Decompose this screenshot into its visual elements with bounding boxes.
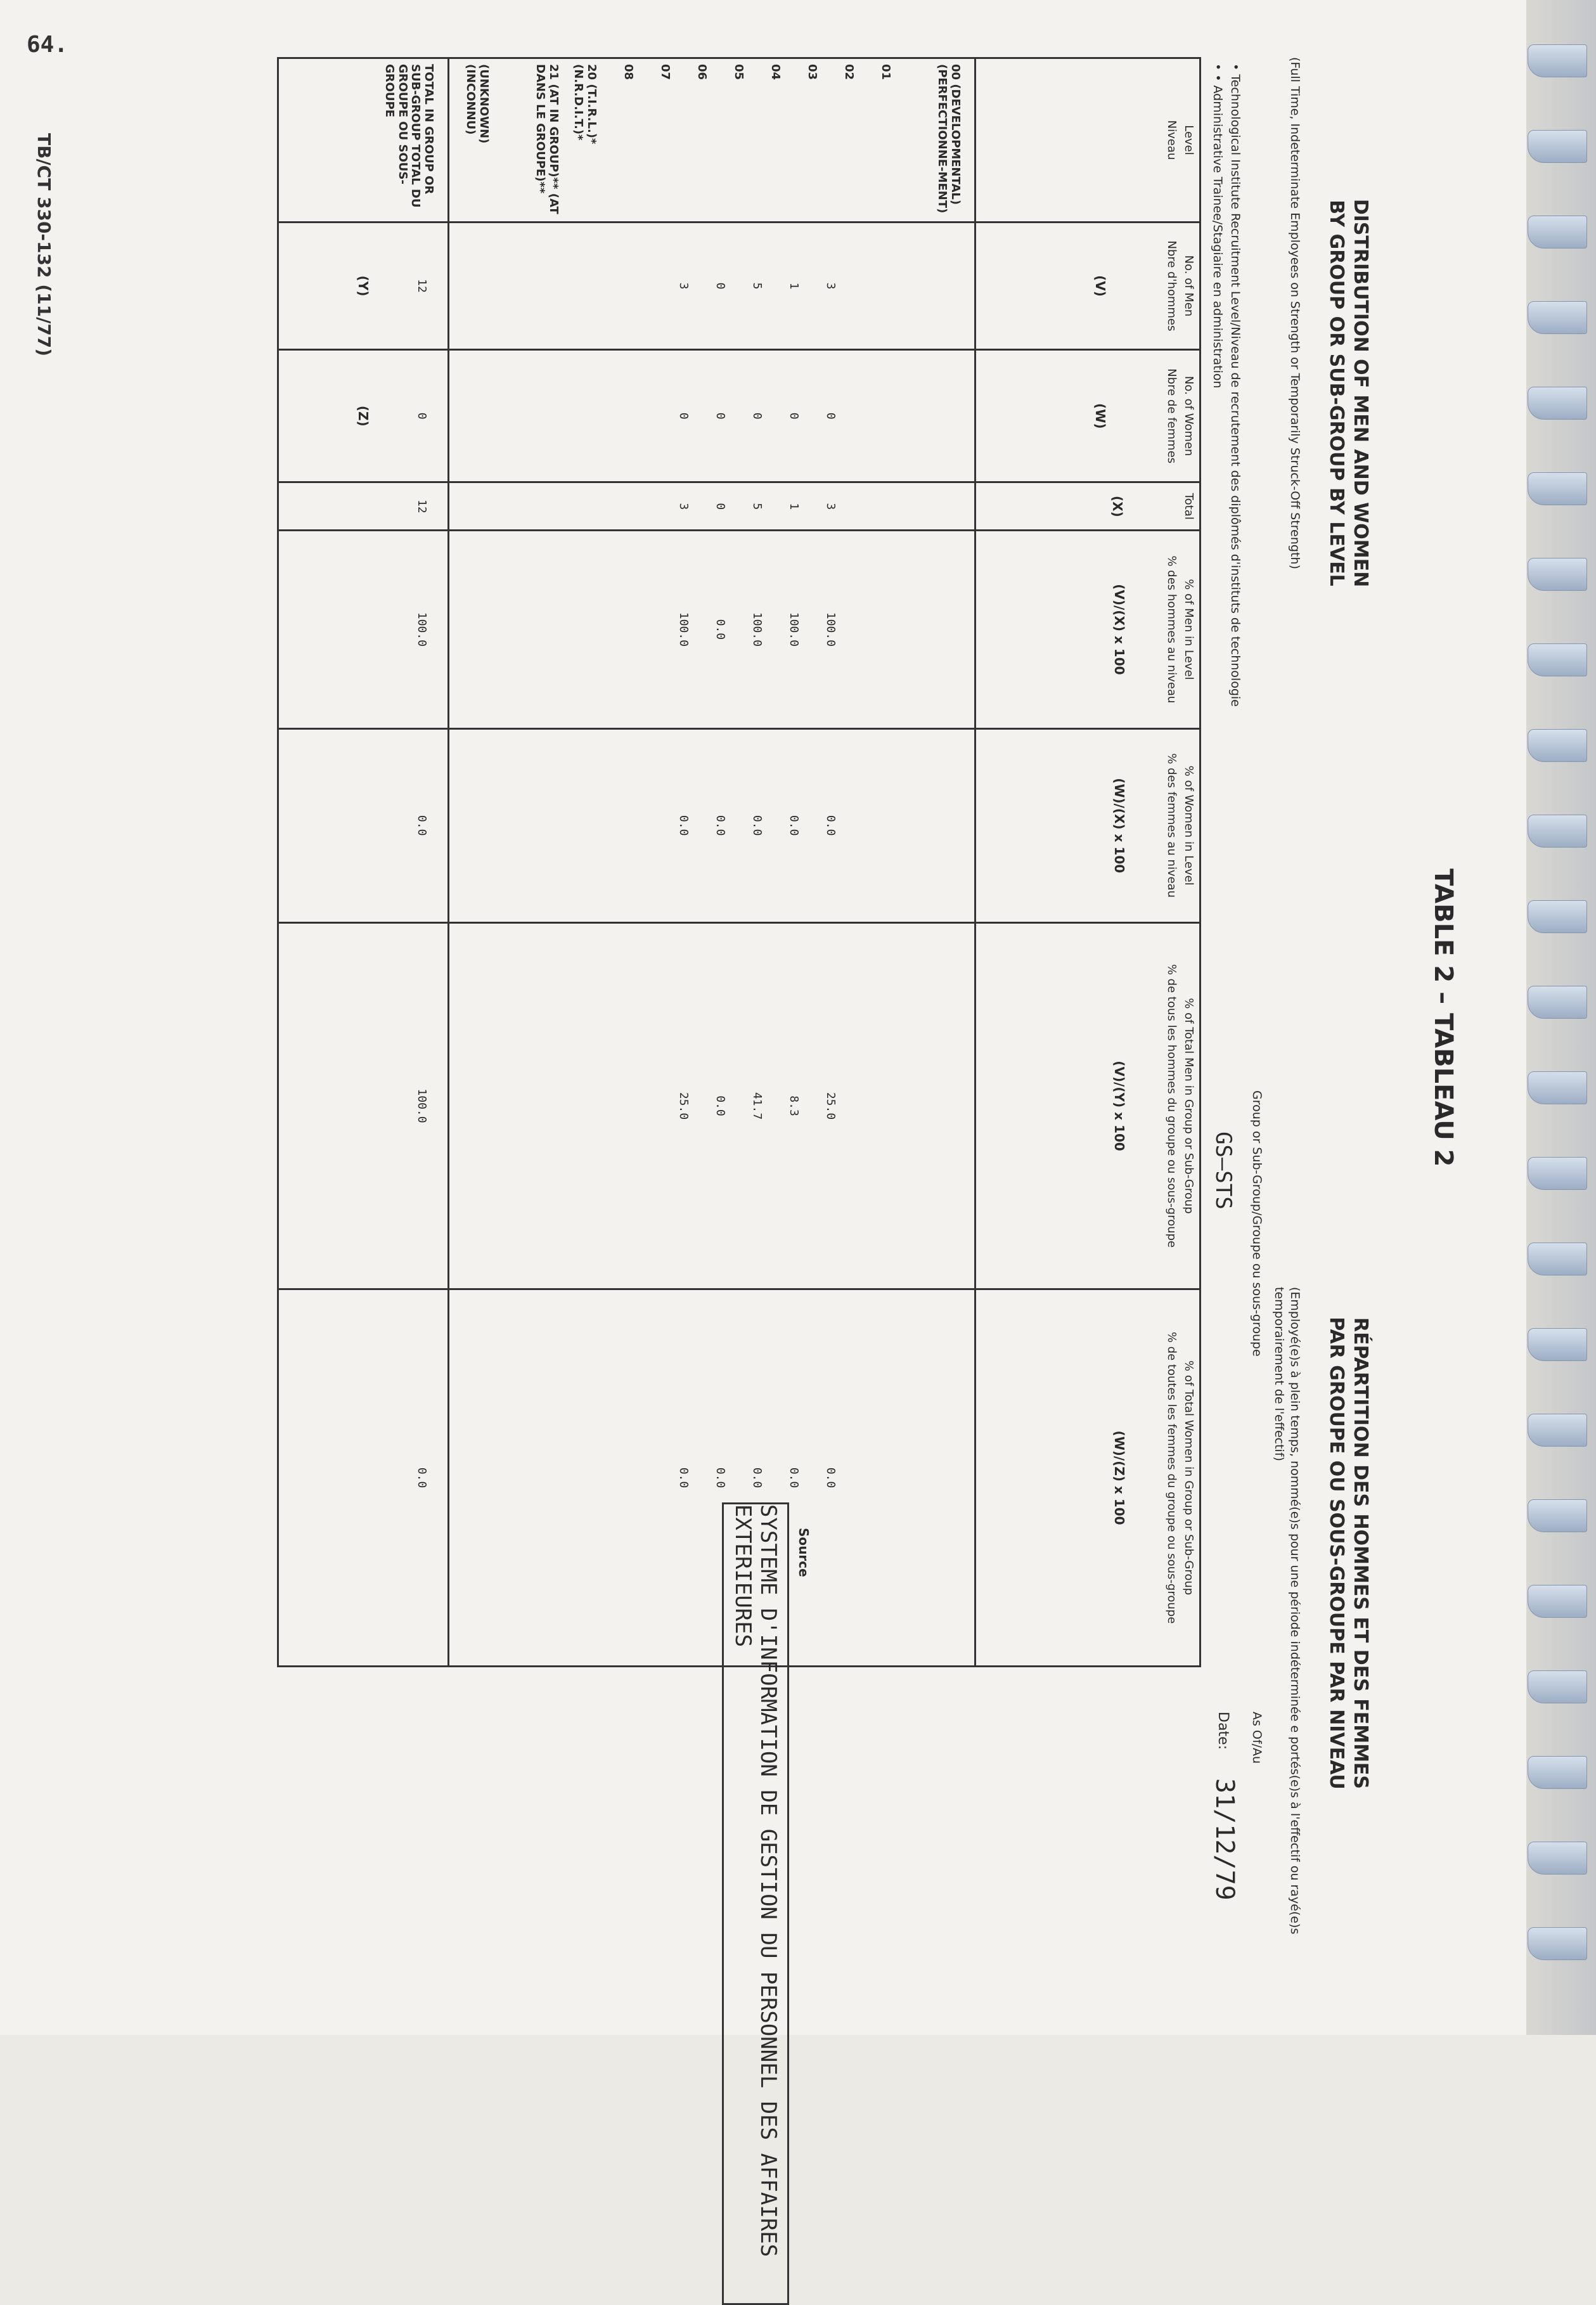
men-value: 1	[787, 282, 801, 290]
heading-en-line1: DISTRIBUTION OF MEN AND WOMEN	[1349, 198, 1372, 588]
binding-coil	[1528, 130, 1587, 163]
pct-total-men-value: 41.7	[750, 1092, 764, 1120]
binding-coil	[1528, 1328, 1587, 1361]
group-value: GS–STS	[1211, 1132, 1236, 1210]
heading-fr-line1: RÉPARTITION DES HOMMES ET DES FEMMES	[1349, 1317, 1372, 1790]
pct-total-men-value: 8.3	[787, 1095, 801, 1116]
heading-en-line2: BY GROUP OR SUB-GROUP BY LEVEL	[1325, 200, 1348, 586]
header-women-en: No. of Women	[1182, 376, 1195, 456]
binding-coil	[1528, 1157, 1587, 1190]
binding-coil	[1528, 387, 1587, 420]
header-pct-men-level-formula: (V)/(X) x 100	[1112, 584, 1127, 675]
total-men-sym: (Y)	[356, 275, 371, 297]
men-value: 0	[714, 282, 727, 290]
level-label: 05	[732, 64, 745, 81]
header-pct-total-women-formula: (W)/(Z) x 100	[1112, 1430, 1127, 1525]
header-women-sym: (W)	[1093, 403, 1108, 429]
group-label: Group or Sub-Group/Groupe ou sous-groupe	[1250, 1090, 1264, 1357]
page-number: 64.	[27, 32, 68, 58]
binding-coil	[1528, 986, 1587, 1019]
pct-women-value: 0.0	[750, 815, 764, 836]
pct-women-value: 0.0	[714, 815, 727, 836]
pct-men-value: 100.0	[750, 612, 764, 647]
pct-men-value: 100.0	[787, 612, 801, 647]
binding-coil	[1528, 1927, 1587, 1960]
footnote-tirl: • Technological Institute Recruitment Level/Niveau de recrutement des diplômés d'instituts de technologie	[1228, 63, 1242, 707]
binding-coil	[1528, 1414, 1587, 1447]
binding-coil	[1528, 643, 1587, 676]
pct-women-values	[449, 728, 975, 922]
total-total: 12	[278, 482, 449, 531]
pct-total-women-value: 0.0	[824, 1467, 837, 1488]
source-box: SYSTEME D'INFORMATION DE GESTION DU PERSONNEL DES AFFAIRES EXTERIEURES	[722, 1502, 789, 2305]
level-label: 00 (DEVELOPMENTAL) (PERFECTIONNE-MENT)	[936, 64, 962, 214]
header-level-en: Level	[1182, 125, 1195, 155]
binding-coil	[1528, 1071, 1587, 1104]
total-men-value: 12	[415, 279, 428, 293]
date-value: 31/12/79	[1210, 1778, 1239, 1901]
women-value: 0	[714, 412, 727, 420]
header-total	[975, 482, 1200, 531]
as-of-label: As Of/Au	[1250, 1712, 1264, 1764]
level-label: 20 (T.I.R.L.)* (N.R.D.I.T.)*	[572, 64, 598, 145]
women-value: 0	[824, 412, 837, 420]
header-pct-women-level-fr: % des femmes au niveau	[1165, 753, 1178, 898]
binding-coil	[1528, 472, 1587, 505]
level-label: 07	[659, 64, 672, 81]
men-value: 5	[750, 282, 764, 290]
footnote-at: • • Administrative Trainee/Stagiaire en administration	[1211, 63, 1225, 389]
header-men-en: No. of Men	[1182, 255, 1195, 317]
women-values	[449, 349, 975, 482]
women-value: 0	[677, 412, 690, 420]
pct-total-women-value: 0.0	[750, 1467, 764, 1488]
pct-men-value: 100.0	[824, 612, 837, 647]
header-pct-men-level-en: % of Men in Level	[1182, 579, 1195, 680]
level-label: 02	[842, 64, 856, 81]
binding-coil	[1528, 1499, 1587, 1532]
pct-men-value: 100.0	[677, 612, 690, 647]
total-women	[278, 349, 449, 482]
binding-coil	[1528, 729, 1587, 762]
header-total-en: Total	[1182, 493, 1195, 520]
total-pct-total-men: 100.0	[278, 922, 449, 1289]
total-values	[449, 482, 975, 531]
pct-women-value: 0.0	[824, 815, 837, 836]
header-men-fr: Nbre d'hommes	[1165, 240, 1178, 332]
pct-total-men-value: 25.0	[824, 1092, 837, 1120]
level-label: 01	[879, 64, 892, 81]
rotated-form	[63, 44, 1534, 2257]
header-pct-women-level-en: % of Women in Level	[1182, 765, 1195, 886]
pct-women-value: 0.0	[677, 815, 690, 836]
total-pct-men: 100.0	[278, 531, 449, 728]
binding-coil	[1528, 1842, 1587, 1875]
binding-coil	[1528, 1585, 1587, 1618]
pct-total-men-value: 25.0	[677, 1092, 690, 1120]
binding-coil	[1528, 1756, 1587, 1789]
binding-coil	[1528, 301, 1587, 334]
binding-coil	[1528, 558, 1587, 591]
header-level	[975, 58, 1200, 223]
binding-coil	[1528, 216, 1587, 249]
header-pct-men-level	[975, 531, 1200, 728]
total-label: TOTAL IN GROUP OR SUB-GROUP TOTAL DU GROUPE OU SOUS-GROUPE	[278, 58, 449, 223]
binding-coil	[1528, 1243, 1587, 1275]
header-total-sym: (X)	[1110, 495, 1125, 517]
header-women	[975, 349, 1200, 482]
pct-men-values	[449, 531, 975, 728]
level-label: 04	[769, 64, 782, 81]
pct-women-value: 0.0	[787, 815, 801, 836]
table-title: TABLE 2 – TABLEAU 2	[1429, 868, 1458, 1167]
header-pct-total-men-formula: (V)/(Y) x 100	[1112, 1061, 1127, 1151]
note-french: (Employé(e)s à plein temps, nommé(e)s pour une période indéterminée e portés(e)s à l'effectif ou rayé(e)s temporairement de l'effectif)	[1272, 1287, 1302, 1935]
total-women-value: 0	[415, 412, 428, 420]
form-code: TB/CT 330-132 (11/77)	[34, 133, 55, 357]
men-value: 3	[824, 282, 837, 290]
pct-men-value: 0.0	[714, 619, 727, 640]
header-pct-total-women-en: % of Total Women in Group or Sub-Group	[1182, 1360, 1195, 1596]
total-men	[278, 223, 449, 350]
level-label: 08	[622, 64, 635, 81]
men-value: 3	[677, 282, 690, 290]
distribution-table	[277, 57, 1201, 1667]
pct-total-men-values	[449, 922, 975, 1289]
header-pct-men-level-fr: % des hommes au niveau	[1165, 555, 1178, 704]
header-row	[975, 58, 1200, 1667]
header-women-fr: Nbre de femmes	[1165, 368, 1178, 464]
binding-coil	[1528, 1670, 1587, 1703]
level-list	[449, 58, 975, 223]
pct-total-women-value: 0.0	[677, 1467, 690, 1488]
heading-fr-line2: PAR GROUPE OU SOUS-GROUPE PAR NIVEAU	[1325, 1317, 1348, 1790]
header-pct-total-men-fr: % de tous les hommes du groupe ou sous-groupe	[1165, 964, 1178, 1248]
binding-coil	[1528, 44, 1587, 77]
header-men-sym: (V)	[1093, 275, 1108, 297]
pct-total-men-value: 0.0	[714, 1095, 727, 1116]
header-pct-women-level	[975, 728, 1200, 922]
level-label: 03	[806, 64, 819, 81]
total-value: 0	[714, 503, 727, 510]
total-value: 3	[824, 503, 837, 510]
header-men	[975, 223, 1200, 350]
binding-coil	[1528, 900, 1587, 933]
total-women-sym: (Z)	[356, 405, 371, 427]
pct-total-women-value: 0.0	[787, 1467, 801, 1488]
heading-french	[1325, 1268, 1372, 1838]
header-pct-total-men-en: % of Total Men in Group or Sub-Group	[1182, 998, 1195, 1214]
level-label: (UNKNOWN) (INCONNU)	[464, 64, 491, 144]
header-pct-total-women	[975, 1289, 1200, 1667]
total-pct-women: 0.0	[278, 728, 449, 922]
note-english: (Full Time, Indeterminate Employees on Strength or Temporarily Struck-Off Strength)	[1288, 57, 1302, 569]
pct-total-women-value: 0.0	[714, 1467, 727, 1488]
men-values	[449, 223, 975, 350]
total-row	[278, 58, 449, 1667]
source-label: Source	[796, 1528, 811, 1577]
header-level-fr: Niveau	[1165, 120, 1178, 160]
data-row	[449, 58, 975, 1667]
total-value: 5	[750, 503, 764, 510]
level-label: 21 (AT IN GROUP)** (AT DANS LE GROUPE)**	[534, 64, 560, 214]
date-label: Date:	[1215, 1712, 1231, 1750]
header-pct-total-women-fr: % de toutes les femmes du groupe ou sous-groupe	[1165, 1331, 1178, 1624]
spiral-binding	[1526, 0, 1596, 2035]
header-pct-total-men	[975, 922, 1200, 1289]
total-pct-total-women: 0.0	[278, 1289, 449, 1667]
header-pct-women-level-formula: (W)/(X) x 100	[1112, 778, 1127, 874]
level-label: 06	[695, 64, 709, 81]
heading-english	[1325, 133, 1372, 653]
total-value: 1	[787, 503, 801, 510]
women-value: 0	[787, 412, 801, 420]
total-value: 3	[677, 503, 690, 510]
pct-total-women-values	[449, 1289, 975, 1667]
women-value: 0	[750, 412, 764, 420]
binding-coil	[1528, 815, 1587, 848]
